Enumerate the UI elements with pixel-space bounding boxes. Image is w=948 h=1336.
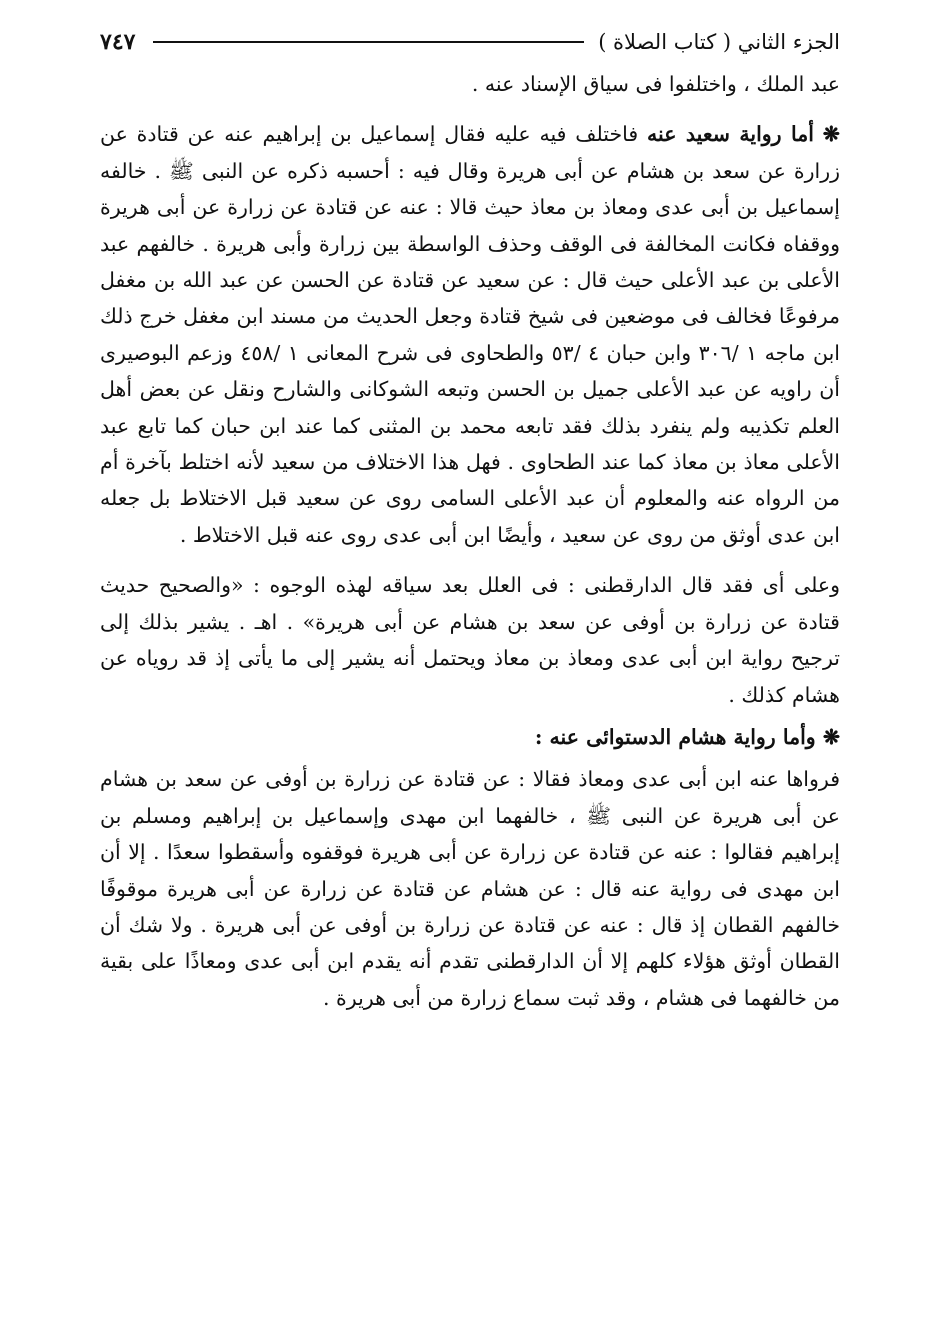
- running-title: الجزء الثاني ( كتاب الصلاة ): [598, 30, 840, 54]
- heading-text: وأما رواية هشام الدستوائى عنه :: [534, 724, 816, 749]
- paragraph-opening: [100, 66, 840, 102]
- page-number: ٧٤٧: [100, 29, 136, 55]
- asterism-icon: ❋: [822, 724, 840, 749]
- paragraph-text: فاختلف فيه عليه فقال إسماعيل بن إبراهيم عنه عن قتادة عن زرارة عن سعد بن هشام عن أبى هريرة وقال فيه : أحسبه ذكره عن النبى ﷺ . خالفه إسماعيل بن أبى عدى ومعاذ بن معاذ حيث قالا : عنه عن قتادة عن زرارة عن أبى هريرة ووقفاه فكانت المخالفة فى الوقف وحذف الواسطة بين زرارة وأبى هريرة . خالفهم عبد الأعلى بن عبد الأعلى حيث قال : عن سعيد عن قتادة عن الحسن عن عبد الله بن مغفل مرفوعًا فخالف فى موضعين فى شيخ قتادة وجعل الحديث من مسند ابن مغفل خرج ذلك ابن ماجه ١ /٣٠٦ وابن حبان ٤ /٥٣ والطحاوى فى شرح المعانى ١ /٤٥٨ وزعم البوصيرى أن راويه عن عبد الأعلى جميل بن الحسن وتبعه الشوكانى والشارح ونقل عن بعض أهل العلم تكذيبه ولم ينفرد بذلك فقد تابعه محمد بن المثنى كما عند ابن حبان كما تابع عبد الأعلى معاذ بن معاذ كما عند الطحاوى . فهل هذا الاختلاف من سعيد لأنه اختلط بآخرة أم من الرواه عنه والمعلوم أن عبد الأعلى السامى روى عن سعيد قبل الاختلاط بل جعله ابن عدى أوثق من روى عن سعيد ، وأيضًا ابن أبى عدى روى عنه قبل الاختلاط .: [100, 122, 840, 547]
- paragraph-text: عبد الملك ، واختلفوا فى سياق الإسناد عنه .: [471, 72, 840, 96]
- running-header: [100, 22, 840, 62]
- paragraph-hisham-narration: [100, 761, 840, 1016]
- text-body: [100, 66, 840, 1016]
- section-heading-hisham: [100, 719, 840, 755]
- header-rule: [153, 41, 584, 43]
- paragraph-text: وعلى أى فقد قال الدارقطنى : فى العلل بعد سياقه لهذه الوجوه : «والصحيح حديث قتادة عن زرارة بن أوفى عن سعد بن هشام عن أبى هريرة» . اهـ . يشير بذلك إلى ترجيح رواية ابن أبى عدى ومعاذ بن معاذ ويحتمل أنه يشير إلى ما يأتى إذ قد روياه عن هشام كذلك .: [100, 573, 840, 707]
- paragraph-text: فرواها عنه ابن أبى عدى ومعاذ فقالا : عن قتادة عن زرارة بن أوفى عن سعد بن هشام عن أبى هريرة عن النبى ﷺ ، خالفهما ابن مهدى وإسماعيل بن إبراهيم ومسلم بن إبراهيم فقالوا : عنه عن قتادة عن زرارة عن أبى هريرة فوقفوه وأسقطوا سعدًا . إلا أن ابن مهدى فى رواية عنه قال : عن هشام عن قتادة عن زرارة عن أبى هريرة موقوفًا خالفهم القطان إذ قال : عنه عن قتادة عن زرارة بن أوفى عن أبى هريرة . ولا شك أن القطان أوثق هؤلاء كلهم إلا أن الدارقطنى تقدم أنه يقدم ابن أبى عدى ومعاذًا على بقية من خالفهما فى هشام ، وقد ثبت سماع زرارة من أبى هريرة .: [100, 767, 840, 1010]
- paragraph-said-narration: [100, 116, 840, 553]
- paragraph-daraqutni: [100, 567, 840, 713]
- section-lead: أما رواية سعيد عنه: [647, 122, 814, 147]
- asterism-icon: ❋: [822, 122, 840, 147]
